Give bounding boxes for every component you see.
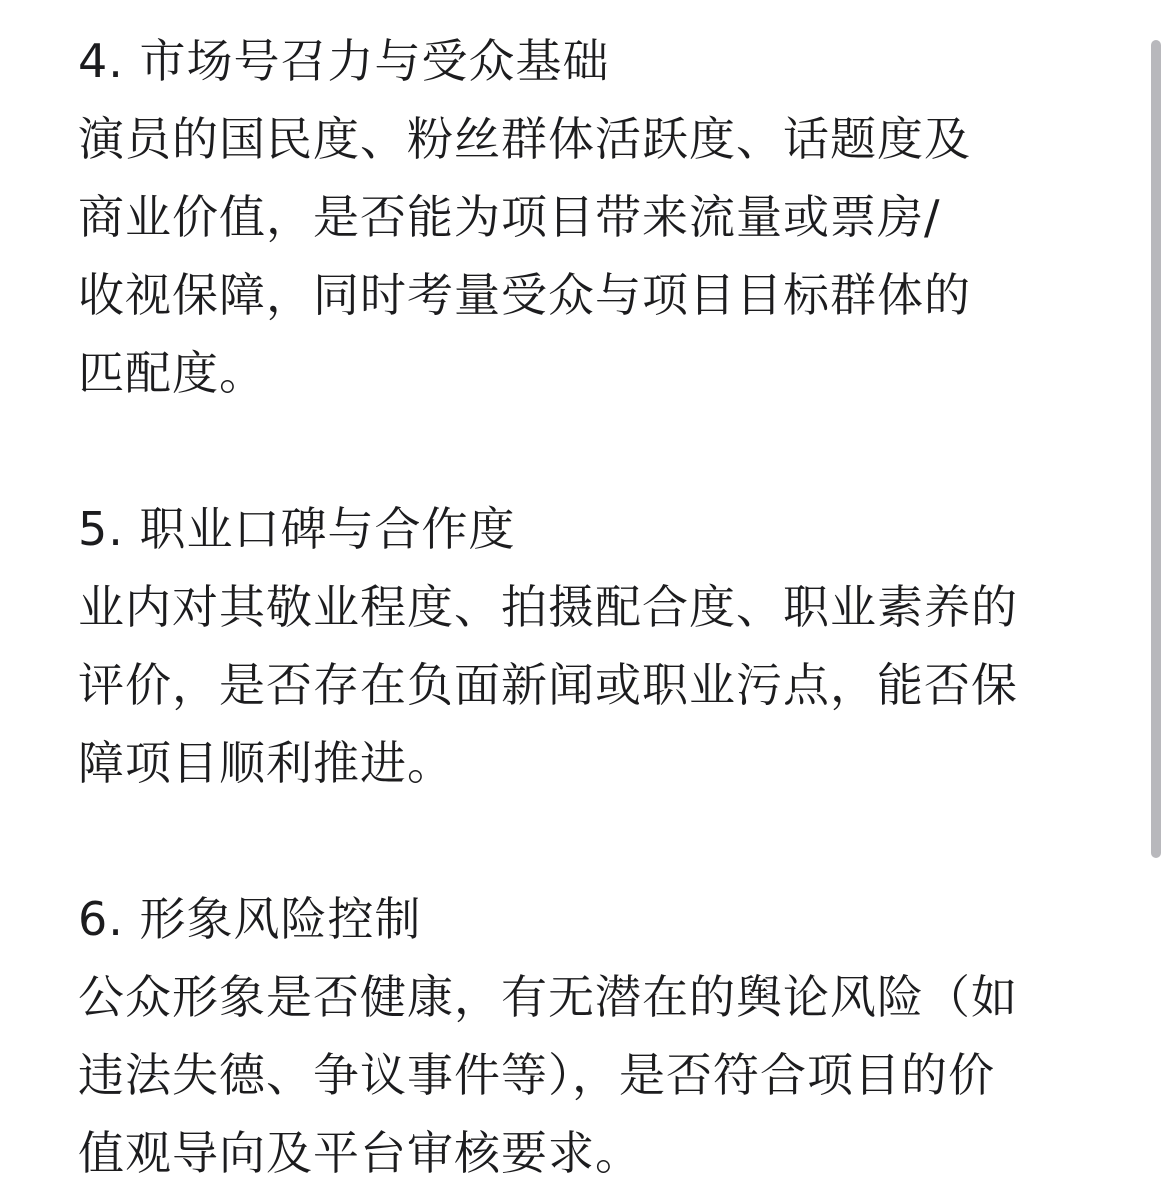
vertical-scrollbar[interactable] (1151, 40, 1161, 858)
section-heading: 6. 形象风险控制 (78, 892, 422, 946)
section-heading: 4. 市场号召力与受众基础 (78, 34, 610, 88)
paragraph-line: 匹配度。 (78, 346, 266, 400)
paragraph-line: 公众形象是否健康，有无潜在的舆论风险（如 (78, 970, 1018, 1024)
paragraph-line: 违法失德、争议事件等），是否符合项目的价 (78, 1048, 995, 1102)
paragraph-line: 商业价值，是否能为项目带来流量或票房/ (78, 190, 941, 244)
paragraph-line: 障项目顺利推进。 (78, 736, 454, 790)
section-heading: 5. 职业口碑与合作度 (78, 502, 516, 556)
section-5 (78, 490, 1098, 802)
paragraph-line: 收视保障，同时考量受众与项目目标群体的 (78, 268, 971, 322)
paragraph-line: 值观导向及平台审核要求。 (78, 1126, 642, 1180)
article-content (78, 22, 1098, 1192)
paragraph-line: 评价，是否存在负面新闻或职业污点，能否保 (78, 658, 1018, 712)
paragraph-line: 业内对其敬业程度、拍摄配合度、职业素养的 (78, 580, 1018, 634)
section-4 (78, 22, 1098, 412)
paragraph-line: 演员的国民度、粉丝群体活跃度、话题度及 (78, 112, 971, 166)
section-6 (78, 880, 1098, 1192)
